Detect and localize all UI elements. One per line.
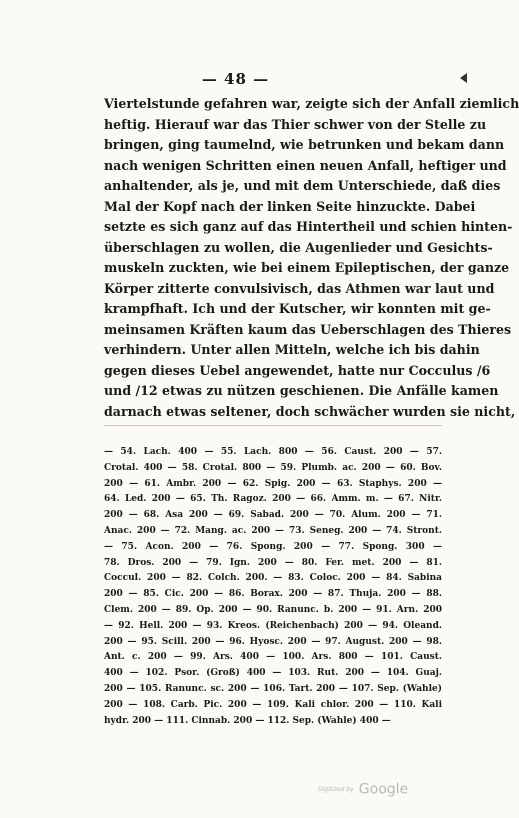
footnote-line: 200 — 85. Cic. 200 — 86. Borax. 200 — 87. Thuja. 200 — 88. bbox=[104, 589, 442, 600]
footnote-line: 200 — 105. Ranunc. sc. 200 — 106. Tart. 200 — 107. Sep. (Wahle) bbox=[104, 683, 442, 694]
footnote-line: 200 — 61. Ambr. 200 — 62. Spig. 200 — 63. Staphys. 200 — bbox=[104, 478, 442, 489]
text-line: nach wenigen Schritten einen neuen Anfall, heftiger und bbox=[104, 157, 507, 173]
footnote-block bbox=[104, 445, 442, 729]
text-line: Mal der Kopf nach der linken Seite hinzuckte. Dabei bbox=[104, 198, 476, 214]
text-line: anhaltender, als je, und mit dem Unterschiede, daß dies bbox=[104, 178, 501, 193]
footnote-line: — 75. Acon. 200 — 76. Spong. 200 — 77. Spong. 300 — bbox=[104, 541, 442, 552]
google-logo: Google bbox=[358, 781, 409, 798]
text-line: und /12 etwas zu nützen geschienen. Die Anfälle kamen bbox=[104, 383, 499, 398]
footnote-line: Coccul. 200 — 82. Colch. 200. — 83. Coloc. 200 — 84. Sabina bbox=[104, 573, 442, 584]
text-line: meinsamen Kräften kaum das Ueberschlagen des Thieres bbox=[104, 321, 512, 337]
text-line: darnach etwas seltener, doch schwächer wurden sie nicht, bbox=[104, 403, 516, 419]
digitized-watermark bbox=[318, 779, 408, 798]
text-line: überschlagen zu wollen, die Augenlieder und Gesichts- bbox=[104, 239, 493, 255]
text-line: setzte es sich ganz auf das Hintertheil und schien hinten- bbox=[104, 219, 513, 234]
main-text bbox=[104, 94, 519, 422]
footnote-line: Ant. c. 200 — 99. Ars. 400 — 100. Ars. 800 — 101. Caust. bbox=[104, 652, 442, 663]
footnote-line: 78. Dros. 200 — 79. Ign. 200 — 80. Fer. met. 200 — 81. bbox=[104, 557, 442, 568]
text-line: heftig. Hierauf war das Thier schwer von der Stelle zu bbox=[104, 116, 487, 132]
page-number: — 48 — bbox=[201, 70, 270, 88]
text-line: bringen, ging taumelnd, wie betrunken und bekam dann bbox=[104, 137, 505, 152]
watermark-prefix: Digitized by bbox=[318, 786, 354, 793]
text-line: krampfhaft. Ich und der Kutscher, wir konnten mit ge- bbox=[104, 301, 491, 316]
footnote-line: 200 — 68. Asa 200 — 69. Sabad. 200 — 70. Alum. 200 — 71. bbox=[104, 510, 442, 521]
text-line: verhindern. Unter allen Mitteln, welche ich bis dahin bbox=[104, 342, 480, 357]
text-line: muskeln zuckten, wie bei einem Epileptischen, der ganze bbox=[104, 260, 510, 275]
footnote-line: hydr. 200 — 111. Cinnab. 200 — 112. Sep. (Wahle) 400 — bbox=[104, 715, 391, 726]
text-line: Körper zitterte convulsivisch, das Athmen war laut und bbox=[104, 280, 495, 296]
footnote-line: Clem. 200 — 89. Op. 200 — 90. Ranunc. b. 200 — 91. Arn. 200 bbox=[104, 604, 442, 615]
page-edge-marker bbox=[460, 73, 467, 83]
footnote-line: — 92. Hell. 200 — 93. Kreos. (Reichenbach) 200 — 94. Oleand. bbox=[104, 620, 442, 631]
footnote-divider bbox=[104, 425, 442, 426]
footnote-line: — 54. Lach. 400 — 55. Lach. 800 — 56. Caust. 200 — 57. bbox=[104, 447, 442, 457]
footnote-line: 400 — 102. Psor. (Groß) 400 — 103. Rut. 200 — 104. Guaj. bbox=[104, 668, 442, 679]
text-line: gegen dieses Uebel angewendet, hatte nur Cocculus /6 bbox=[104, 362, 491, 378]
footnote-line: 64. Led. 200 — 65. Th. Ragoz. 200 — 66. Amm. m. — 67. Nitr. bbox=[104, 494, 442, 505]
footnote-line: Anac. 200 — 72. Mang. ac. 200 — 73. Seneg. 200 — 74. Stront. bbox=[104, 525, 442, 536]
footnote-line: Crotal. 400 — 58. Crotal. 800 — 59. Plumb. ac. 200 — 60. Bov. bbox=[104, 462, 442, 473]
footnote-line: 200 — 95. Scill. 200 — 96. Hyosc. 200 — 97. August. 200 — 98. bbox=[104, 636, 442, 647]
text-line: Viertelstunde gefahren war, zeigte sich der Anfall ziemlich bbox=[104, 96, 519, 111]
footnote-line: 200 — 108. Carb. Pic. 200 — 109. Kali chlor. 200 — 110. Kali bbox=[104, 699, 442, 710]
